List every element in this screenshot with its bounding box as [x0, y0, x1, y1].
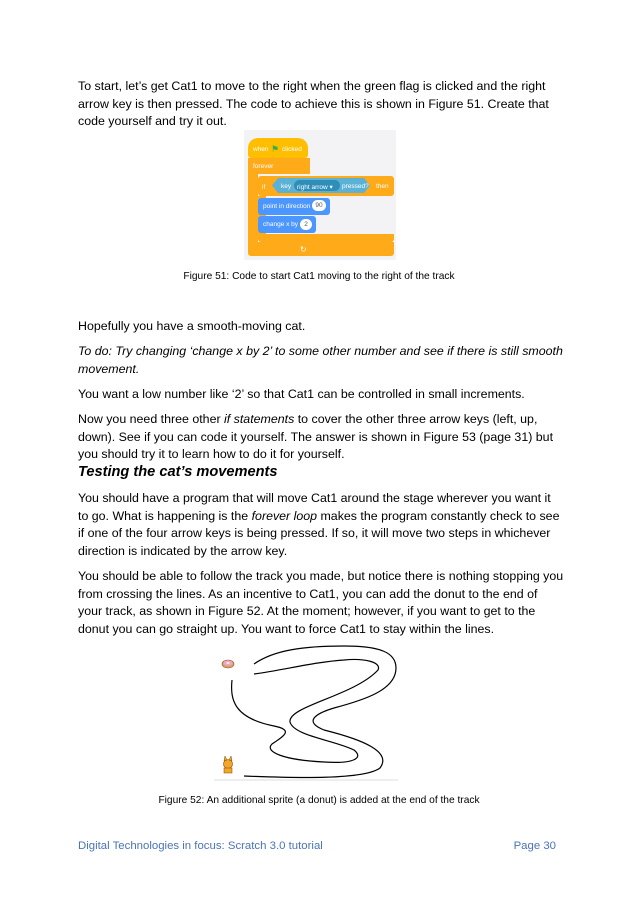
green-flag-icon: ⚑ — [271, 144, 280, 154]
figure-51-code — [244, 130, 396, 260]
point-label: point in direction — [263, 203, 311, 210]
figure-51-caption: Figure 51: Code to start Cat1 moving to the right of the track — [183, 271, 455, 282]
forever-bottom — [248, 242, 394, 256]
when-label: when — [253, 146, 269, 153]
program-paragraph: You should have a program that will move Cat1 around the stage wherever you want it to go. What is happening is the forever loop makes the program constantly check to see if one of the four arrow keys is being pressed. If so, it will move two steps in whichever direction is indicated by the arrow key. — [78, 491, 560, 558]
key-option: right arrow ▾ — [297, 184, 333, 191]
track-inner-line — [232, 659, 379, 762]
if-statements-paragraph: Now you need three other if statements to cover the other three arrow keys (left, up, down). See if you can code it yourself. The answer is shown in Figure 53 (page 31) but you should try it to learn how to do it for yourself. — [78, 412, 554, 461]
if-label: if — [262, 184, 266, 191]
smooth-paragraph: Hopefully you have a smooth-moving cat. — [78, 319, 306, 333]
then-label: then — [376, 183, 389, 190]
page-number: Page 30 — [513, 840, 556, 852]
todo-paragraph: To do: Try changing ‘change x by 2’ to some other number and see if there is still smooth movement. — [78, 344, 563, 376]
pressed-label: pressed? — [342, 183, 369, 190]
low-number-paragraph: You want a low number like ‘2’ so that Cat1 can be controlled in small increments. — [78, 387, 525, 401]
track-outer-line — [244, 646, 396, 778]
change-x-input[interactable]: 2 — [300, 219, 312, 230]
cat-sprite-icon — [224, 756, 233, 773]
forever-arm — [248, 174, 258, 242]
clicked-label: clicked — [282, 146, 302, 153]
track-paragraph: You should be able to follow the track you made, but notice there is nothing stopping you from crossing the lines. As an incentive to Cat1, you can add the donut to the end of your track, as shown in Figure 52. At the moment; however, if you want to get to the donut you can go straight up. You want to force Cat1 to stay within the lines. — [78, 569, 564, 636]
if-bottom — [258, 234, 394, 242]
figure-52-track — [214, 640, 398, 782]
change-label: change x by — [263, 221, 299, 228]
figure-52-caption: Figure 52: An additional sprite (a donut) is added at the end of the track — [158, 795, 480, 806]
footer-title: Digital Technologies in focus: Scratch 3.0 tutorial — [78, 840, 323, 852]
section-heading: Testing the cat’s movements — [78, 464, 278, 480]
loop-arrow-icon: ↻ — [300, 245, 307, 254]
key-label: key — [281, 183, 292, 190]
forever-label: forever — [253, 163, 274, 170]
direction-input[interactable]: 90 — [312, 200, 326, 211]
intro-paragraph: To start, let’s get Cat1 to move to the right when the green flag is clicked and the right arrow key is then pressed. The code to achieve this is shown in Figure 51. Create that code yourself and try it out. — [78, 79, 549, 128]
donut-sprite-icon — [222, 660, 234, 668]
